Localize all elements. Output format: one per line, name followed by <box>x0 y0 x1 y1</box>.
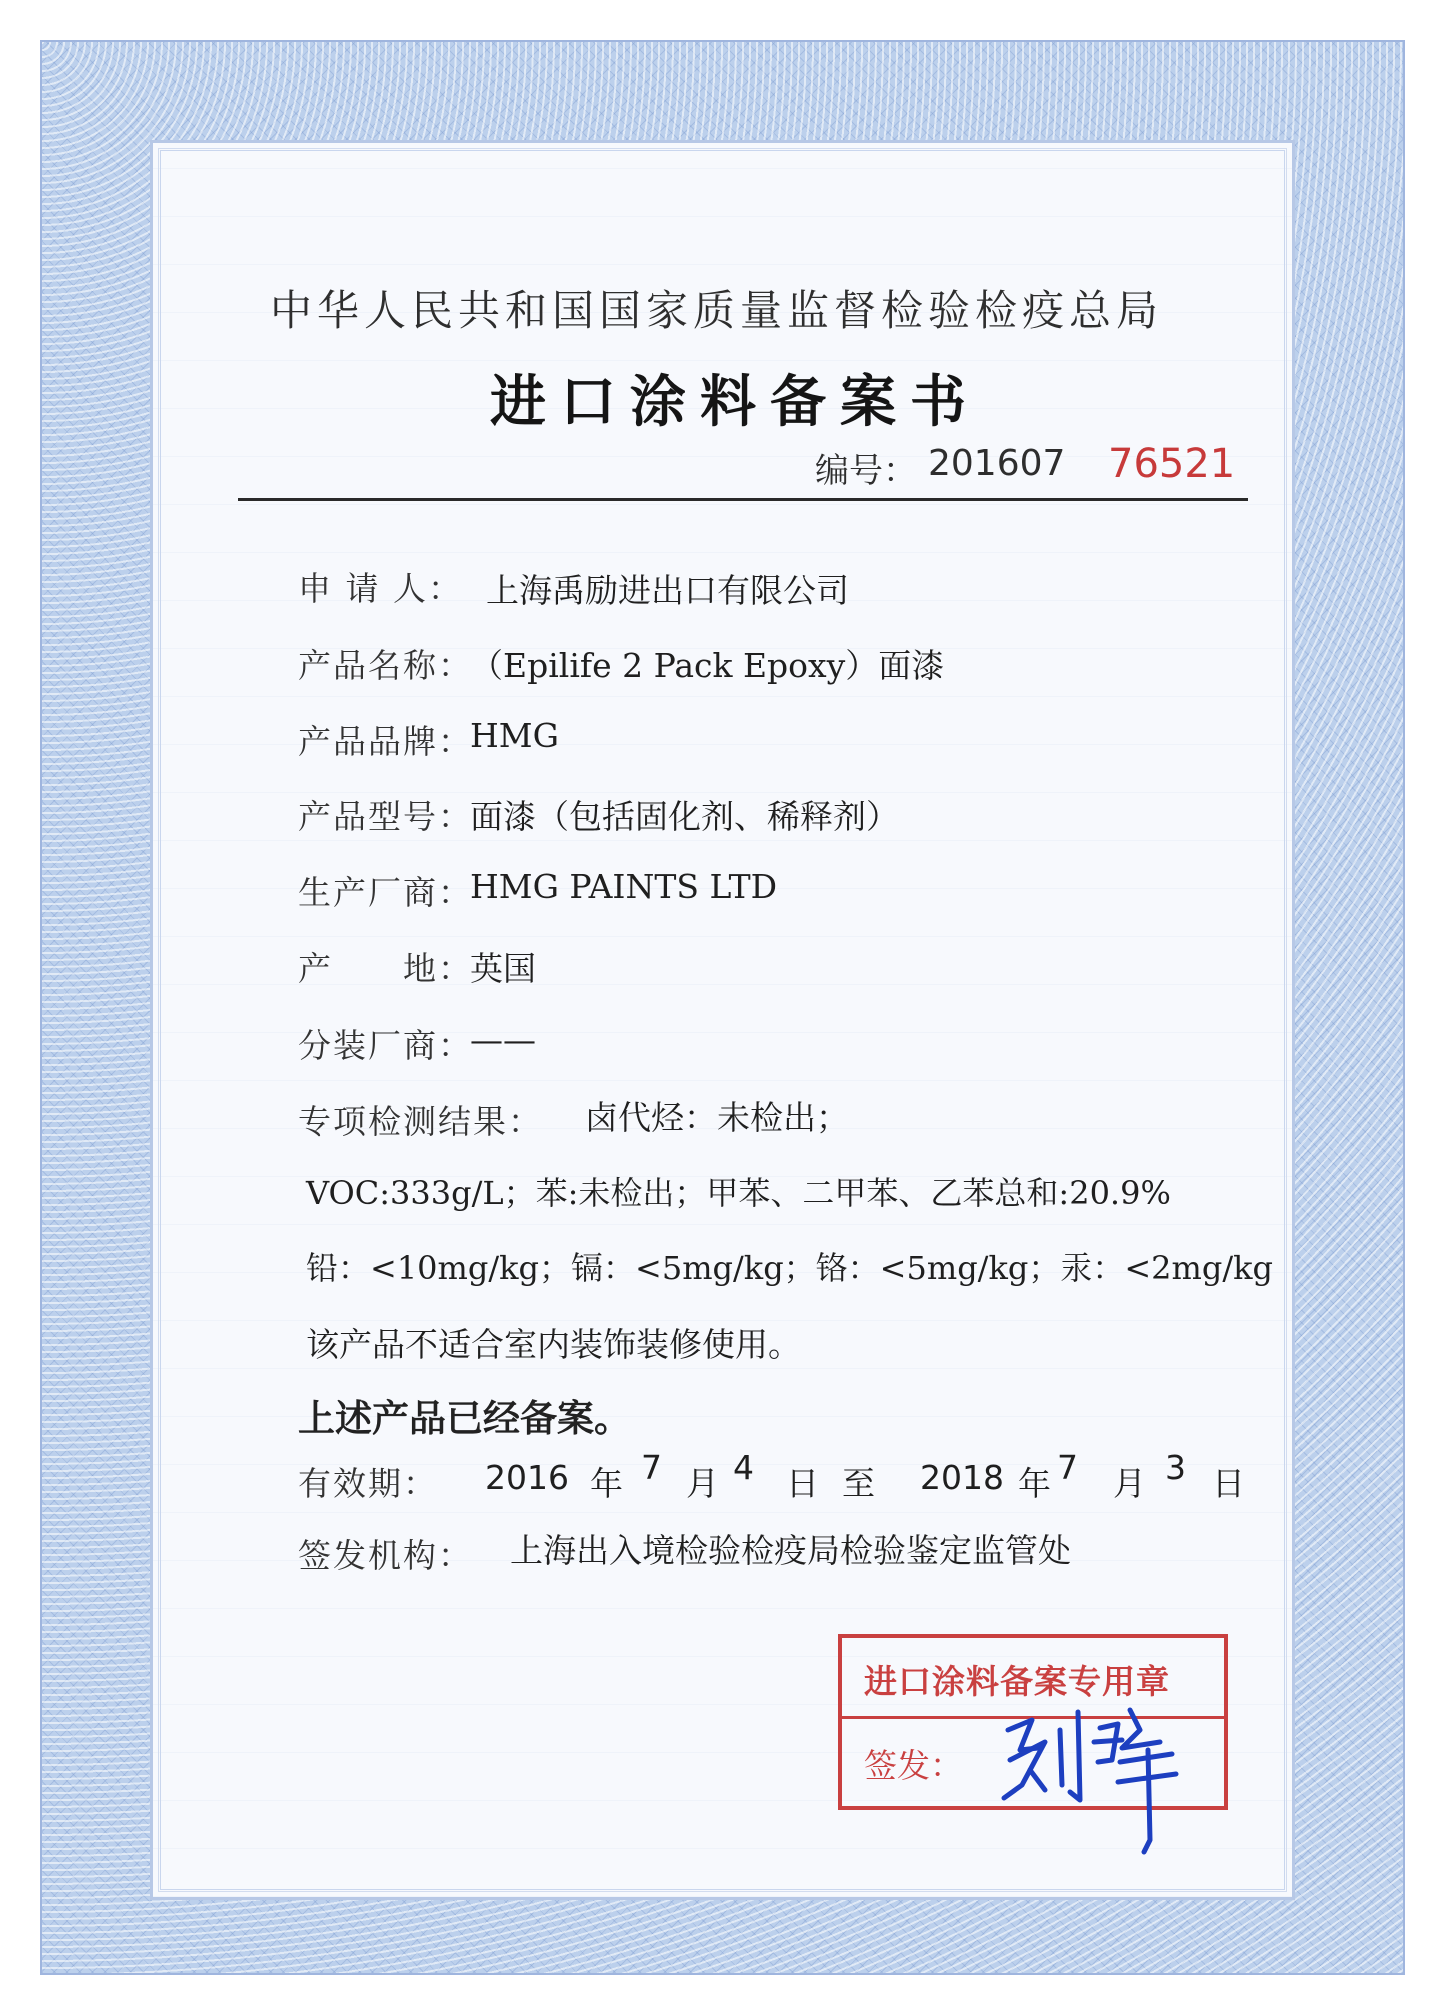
seal-signature-label: 签发： <box>864 1746 963 1785</box>
validity-from-year: 2016 <box>485 1458 569 1497</box>
test-results-line1: 卤代烃：未检出； <box>585 1098 849 1137</box>
brand-label: 产品品牌： <box>298 722 473 761</box>
origin-value: 英国 <box>470 949 536 988</box>
manufacturer-label: 生产厂商： <box>298 873 473 912</box>
model-value: 面漆（包括固化剂、稀释剂） <box>470 797 899 836</box>
validity-label: 有效期： <box>298 1464 438 1503</box>
validity-day-unit-2: 日 <box>1212 1464 1245 1503</box>
validity-day-unit-1: 日 <box>786 1464 819 1503</box>
validity-to-day: 3 <box>1165 1448 1186 1487</box>
document-title: 进口涂料备案书 <box>490 369 980 435</box>
validity-from-month: 7 <box>641 1448 662 1487</box>
applicant-value: 上海禹励进出口有限公司 <box>486 571 849 610</box>
applicant-label: 申 请 人： <box>298 569 463 608</box>
validity-to-word: 至 <box>842 1464 875 1503</box>
validity-to-year: 2018 <box>920 1458 1004 1497</box>
origin-label: 产 地： <box>298 949 473 988</box>
seal-title: 进口涂料备案专用章 <box>864 1662 1170 1701</box>
validity-month-unit-1: 月 <box>686 1464 719 1503</box>
repackager-label: 分装厂商： <box>298 1026 473 1065</box>
issuer-value: 上海出入境检验检疫局检验鉴定监管处 <box>510 1531 1071 1570</box>
validity-year-unit-1: 年 <box>590 1464 623 1503</box>
filing-statement: 上述产品已经备案。 <box>298 1396 631 1440</box>
issuing-agency: 中华人民共和国国家质量监督检验检疫总局 <box>270 286 1164 335</box>
validity-from-day: 4 <box>733 1448 754 1487</box>
manufacturer-value: HMG PAINTS LTD <box>470 867 778 906</box>
test-results-line3: 铅：<10mg/kg；镉：<5mg/kg；铬：<5mg/kg；汞：<2mg/kg <box>306 1249 1273 1287</box>
product-name-label: 产品名称： <box>298 646 473 685</box>
test-results-line4: 该产品不适合室内装饰装修使用。 <box>306 1325 801 1364</box>
header-rule <box>238 498 1248 501</box>
issuer-label: 签发机构： <box>298 1536 473 1575</box>
number-prefix: 201607 <box>928 443 1066 484</box>
test-results-label: 专项检测结果： <box>298 1102 543 1141</box>
number-label: 编号： <box>815 451 917 491</box>
validity-year-unit-2: 年 <box>1018 1464 1051 1503</box>
validity-to-month: 7 <box>1057 1448 1078 1487</box>
test-results-line2: VOC:333g/L；苯:未检出；甲苯、二甲苯、乙苯总和:20.9% <box>306 1174 1171 1212</box>
product-name-value: （Epilife 2 Pack Epoxy）面漆 <box>470 646 945 685</box>
repackager-value: —— <box>470 1020 536 1059</box>
handwritten-signature <box>990 1690 1190 1860</box>
number-suffix: 76521 <box>1108 441 1236 487</box>
model-label: 产品型号： <box>298 797 473 836</box>
validity-month-unit-2: 月 <box>1113 1464 1146 1503</box>
brand-value: HMG <box>470 716 559 755</box>
